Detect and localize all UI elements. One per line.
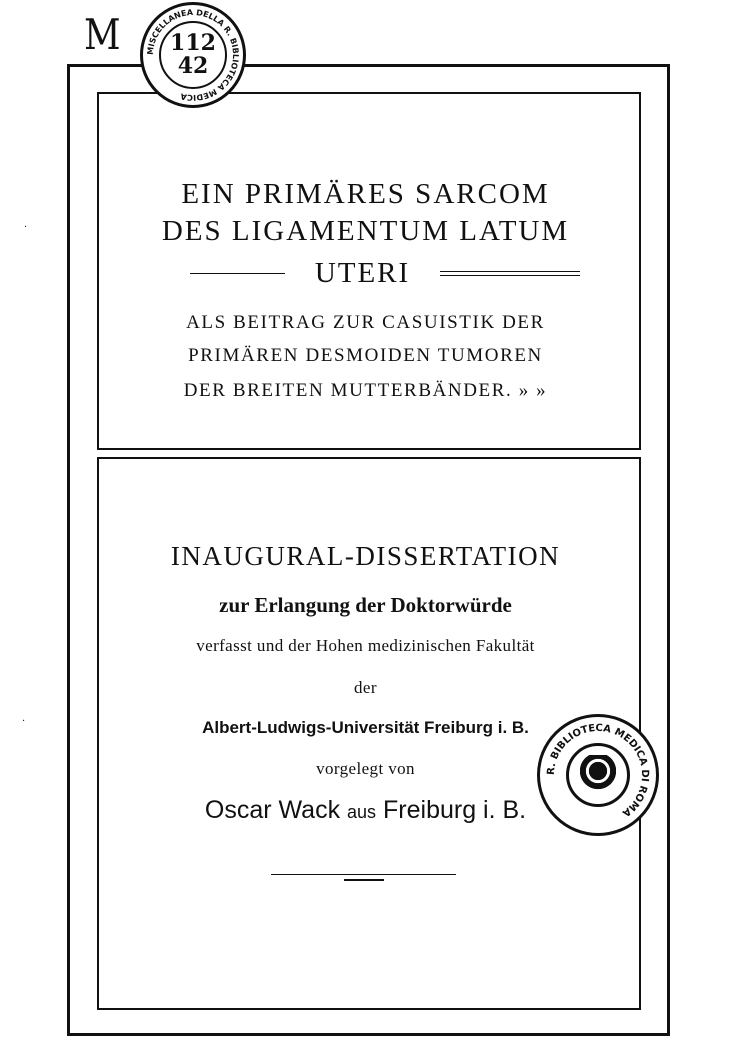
stamp-number-bottom: 42 [177, 53, 209, 79]
dissertation-university: Albert-Ludwigs-Universität Freiburg i. B. [202, 718, 529, 737]
dissertation-presented-by: vorgelegt von [316, 759, 415, 778]
author-city: Freiburg i. B. [383, 796, 527, 824]
subtitle-line-3: DER BREITEN MUTTERBÄNDER. » » [183, 380, 548, 401]
title-line-1: EIN PRIMÄRES SARCOM [181, 178, 550, 210]
library-stamp-top [140, 2, 246, 108]
library-stamp-bottom [537, 714, 659, 836]
svg-text:MISCELLANEA DELLA R. BIBLIOTEC: MISCELLANEA DELLA R. BIBLIOTECA MEDICA [145, 7, 241, 103]
title-line-3: UTERI [314, 256, 411, 289]
rule-right [440, 271, 580, 276]
title-rule-row [190, 258, 580, 288]
crest-icon [580, 755, 616, 795]
author-name: Oscar Wack [204, 796, 341, 824]
closing-ornament [271, 874, 456, 881]
speck-mark: · [22, 716, 26, 727]
rule-left [190, 273, 285, 274]
dissertation-heading: INAUGURAL-DISSERTATION [170, 541, 561, 571]
dissertation-submitted-to: verfasst und der Hohen medizinischen Fakultät [196, 636, 535, 655]
svg-text:R. BIBLIOTECA MEDICA DI ROMA: R. BIBLIOTECA MEDICA DI ROMA [545, 722, 651, 819]
title-line-2: DES LIGAMENTUM LATUM [161, 215, 570, 247]
subtitle-line-1: ALS BEITRAG ZUR CASUISTIK DER [186, 312, 545, 333]
dissertation-purpose: zur Erlangung der Doktorwürde [219, 593, 512, 617]
shelfmark: M [84, 10, 121, 59]
author-from: aus [347, 802, 377, 822]
stamp-number-top: 112 [170, 29, 216, 56]
speck-mark: · [24, 222, 28, 233]
subtitle-line-2: PRIMÄREN DESMOIDEN TUMOREN [188, 345, 543, 366]
dissertation-der: der [354, 678, 377, 697]
